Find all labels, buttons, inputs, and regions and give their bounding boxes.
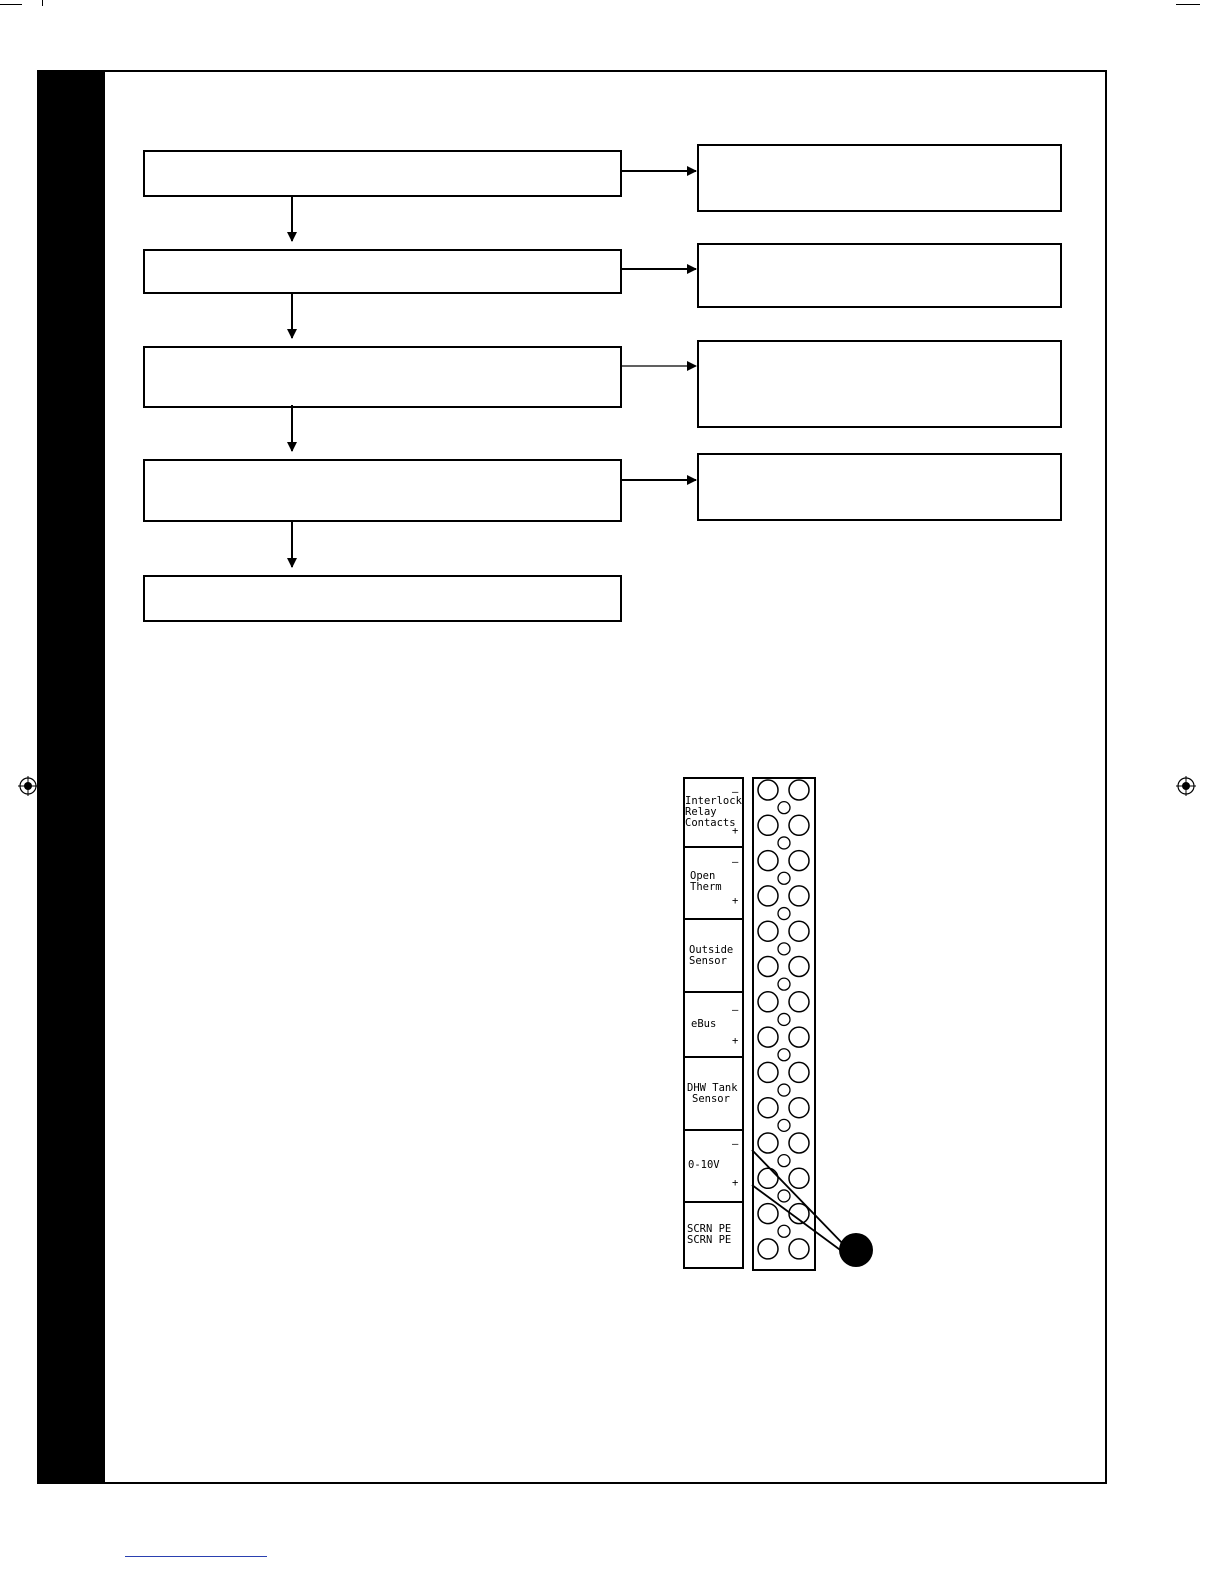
terminal-screw-hole bbox=[758, 1239, 778, 1259]
terminal-small-hole bbox=[778, 837, 790, 849]
polarity-minus: – bbox=[732, 1138, 739, 1150]
polarity-minus: – bbox=[732, 856, 739, 868]
polarity-plus: + bbox=[732, 825, 739, 837]
terminal-group-interlock-label: Interlock Relay Contacts bbox=[685, 795, 742, 829]
polarity-plus: + bbox=[732, 895, 739, 907]
terminal-screw-hole bbox=[789, 886, 809, 906]
terminal-screw-hole bbox=[789, 1062, 809, 1082]
terminal-screw-hole bbox=[789, 851, 809, 871]
terminal-screw-hole bbox=[789, 1098, 809, 1118]
terminal-small-hole bbox=[778, 1155, 790, 1167]
terminal-screw-hole bbox=[789, 957, 809, 977]
terminal-screw-hole bbox=[758, 780, 778, 800]
terminal-screw-hole bbox=[758, 1133, 778, 1153]
polarity-plus: + bbox=[732, 1177, 739, 1189]
terminal-screw-hole bbox=[758, 1204, 778, 1224]
terminal-small-hole bbox=[778, 943, 790, 955]
terminal-screw-hole bbox=[758, 1168, 778, 1188]
terminal-group-outside-sensor-label: Outside Sensor bbox=[689, 944, 734, 967]
polarity-plus: + bbox=[732, 1035, 739, 1047]
polarity-minus: – bbox=[732, 1004, 739, 1016]
terminal-small-hole bbox=[778, 1013, 790, 1025]
terminal-small-hole bbox=[778, 802, 790, 814]
terminal-small-hole bbox=[778, 1119, 790, 1131]
terminal-screw-hole bbox=[789, 1027, 809, 1047]
registration-target-icon bbox=[18, 776, 38, 796]
terminal-screw-hole bbox=[758, 851, 778, 871]
terminal-small-hole bbox=[778, 908, 790, 920]
terminal-screw-hole bbox=[789, 992, 809, 1012]
terminal-group-0-10v-label: 0-10V bbox=[688, 1159, 720, 1171]
terminal-group-opentherm-label: Open Therm bbox=[690, 870, 722, 893]
terminal-small-hole bbox=[778, 1049, 790, 1061]
terminal-screw-hole bbox=[758, 921, 778, 941]
terminal-screw-hole bbox=[758, 1027, 778, 1047]
terminal-screw-hole bbox=[758, 1062, 778, 1082]
terminal-small-hole bbox=[778, 978, 790, 990]
terminal-small-hole bbox=[778, 1084, 790, 1096]
terminal-screw-hole bbox=[789, 1168, 809, 1188]
terminal-group-dhw-label: DHW Tank Sensor bbox=[687, 1082, 738, 1105]
terminal-screw-hole bbox=[758, 957, 778, 977]
terminal-group-screen-label: SCRN PE SCRN PE bbox=[687, 1223, 732, 1246]
footer-link-rule bbox=[125, 1556, 267, 1557]
terminal-screw-hole bbox=[758, 886, 778, 906]
terminal-small-hole bbox=[778, 1190, 790, 1202]
callout-marker-dot bbox=[839, 1233, 873, 1267]
terminal-screw-hole bbox=[789, 921, 809, 941]
terminal-screw-hole bbox=[789, 815, 809, 835]
polarity-minus: – bbox=[732, 786, 739, 798]
terminal-small-hole bbox=[778, 1225, 790, 1237]
terminal-screw-hole bbox=[758, 992, 778, 1012]
terminal-screw-hole bbox=[758, 815, 778, 835]
terminal-screw-hole bbox=[758, 1098, 778, 1118]
terminal-screw-hole bbox=[789, 1133, 809, 1153]
registration-target-icon bbox=[1176, 776, 1196, 796]
terminal-screw-hole bbox=[789, 1239, 809, 1259]
terminal-small-hole bbox=[778, 872, 790, 884]
terminal-group-ebus-label: eBus bbox=[691, 1018, 717, 1030]
terminal-screw-hole bbox=[789, 780, 809, 800]
